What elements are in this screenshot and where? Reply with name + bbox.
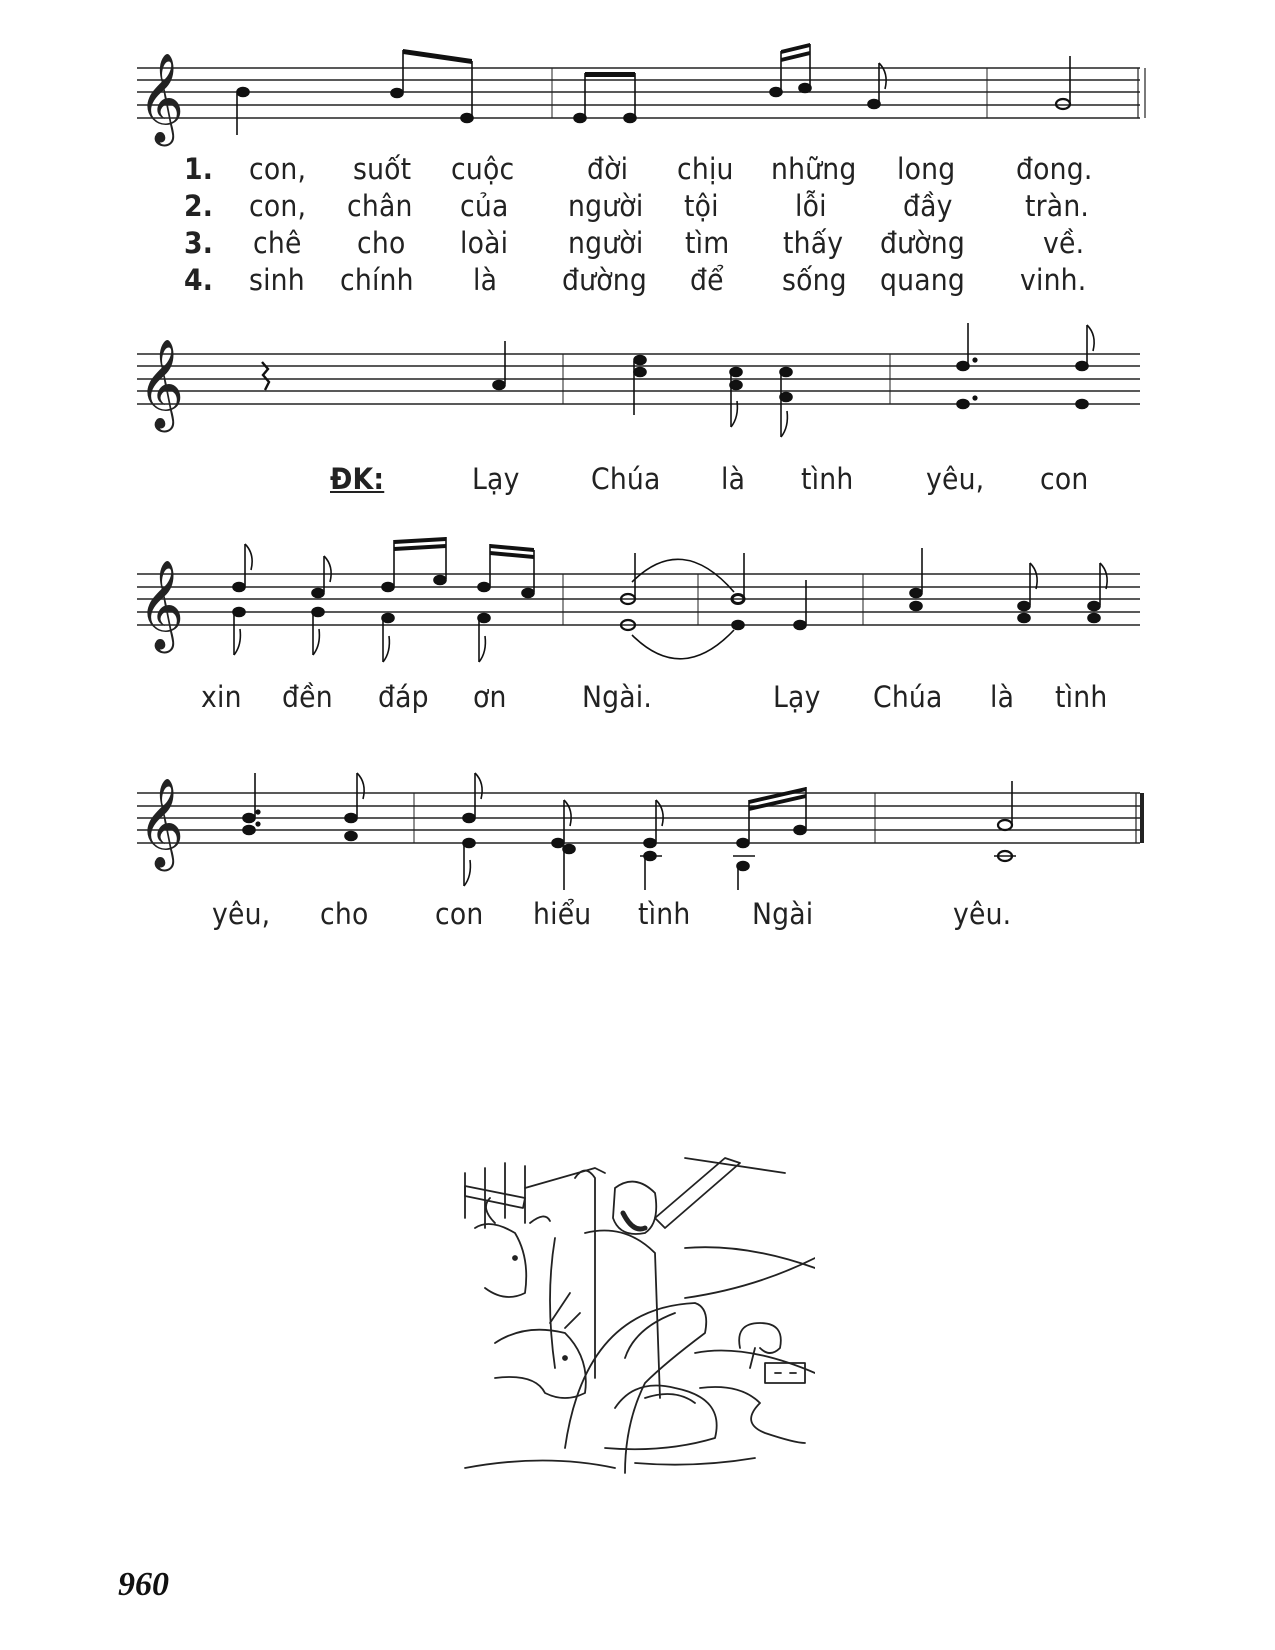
lyric-word: cho	[320, 897, 369, 931]
lyric-word: yêu,	[926, 462, 985, 496]
lyric-word: tình	[801, 462, 854, 496]
lyric-word: là	[473, 263, 498, 297]
lyric-word: sinh	[249, 263, 305, 297]
staff-3	[137, 574, 1140, 625]
lyric-word: thấy	[783, 226, 844, 260]
lyric-word: xin	[201, 680, 242, 714]
lyric-word: lỗi	[795, 189, 827, 223]
lyric-word: suốt	[353, 152, 412, 186]
staff-1	[137, 68, 1145, 118]
lyric-word: Chúa	[591, 462, 661, 496]
lyric-word: đong.	[1016, 152, 1093, 186]
lyric-word: ơn	[473, 680, 507, 714]
staff-2	[137, 354, 1140, 404]
lyric-word: là	[721, 462, 746, 496]
lyric-word: tội	[684, 189, 719, 223]
lyric-word: chân	[347, 189, 413, 223]
verse-number: 1.	[184, 152, 214, 186]
lyric-word: sống	[782, 263, 847, 297]
treble-clef-icon: 𝄞	[138, 778, 185, 868]
lyric-word: đầy	[903, 189, 953, 223]
lyric-word: con	[1040, 462, 1089, 496]
lyric-word: hiểu	[533, 897, 592, 931]
lyric-word: người	[568, 226, 644, 260]
nativity-illustration	[455, 1148, 815, 1488]
lyric-word: con	[435, 897, 484, 931]
lyric-word: chê	[253, 226, 302, 260]
verse-number: 3.	[184, 226, 214, 260]
treble-clef-icon: 𝄞	[138, 53, 185, 143]
treble-clef-icon: 𝄞	[138, 560, 185, 650]
lyric-word: đường	[880, 226, 965, 260]
lyric-word: Lạy	[773, 680, 821, 714]
lyric-word: quang	[880, 263, 965, 297]
lyric-word: Ngài.	[582, 680, 653, 714]
lyric-word: Lạy	[472, 462, 520, 496]
lyric-word: loài	[460, 226, 509, 260]
verse-number: 4.	[184, 263, 214, 297]
page-number: 960	[118, 1566, 169, 1603]
lyric-word: con,	[249, 189, 307, 223]
lyric-word: chính	[340, 263, 414, 297]
lyric-word: Chúa	[873, 680, 943, 714]
treble-clef-icon: 𝄞	[138, 339, 185, 429]
lyric-word: về.	[1043, 226, 1085, 260]
lyric-word: là	[990, 680, 1015, 714]
lyric-word: cuộc	[451, 152, 515, 186]
lyric-word: của	[460, 189, 509, 223]
verse-number: 2.	[184, 189, 214, 223]
lyric-word: tràn.	[1025, 189, 1090, 223]
lyric-word: yêu.	[953, 897, 1012, 931]
lyric-word: những	[771, 152, 857, 186]
lyric-word: vinh.	[1020, 263, 1087, 297]
lyric-word: người	[568, 189, 644, 223]
lyric-word: tình	[638, 897, 691, 931]
lyric-word: long	[897, 152, 956, 186]
staff-4	[137, 793, 1142, 843]
lyric-word: đường	[562, 263, 647, 297]
lyric-word: để	[690, 263, 724, 297]
lyric-word: tình	[1055, 680, 1108, 714]
chorus-label: ĐK:	[330, 462, 385, 496]
lyric-word: con,	[249, 152, 307, 186]
lyric-word: đáp	[378, 680, 429, 714]
lyric-word: Ngài	[752, 897, 814, 931]
lyric-word: tìm	[685, 226, 730, 260]
lyric-word: cho	[357, 226, 406, 260]
lyric-word: chịu	[677, 152, 734, 186]
lyric-word: yêu,	[212, 897, 271, 931]
lyric-word: đền	[282, 680, 333, 714]
lyric-word: đời	[587, 152, 629, 186]
